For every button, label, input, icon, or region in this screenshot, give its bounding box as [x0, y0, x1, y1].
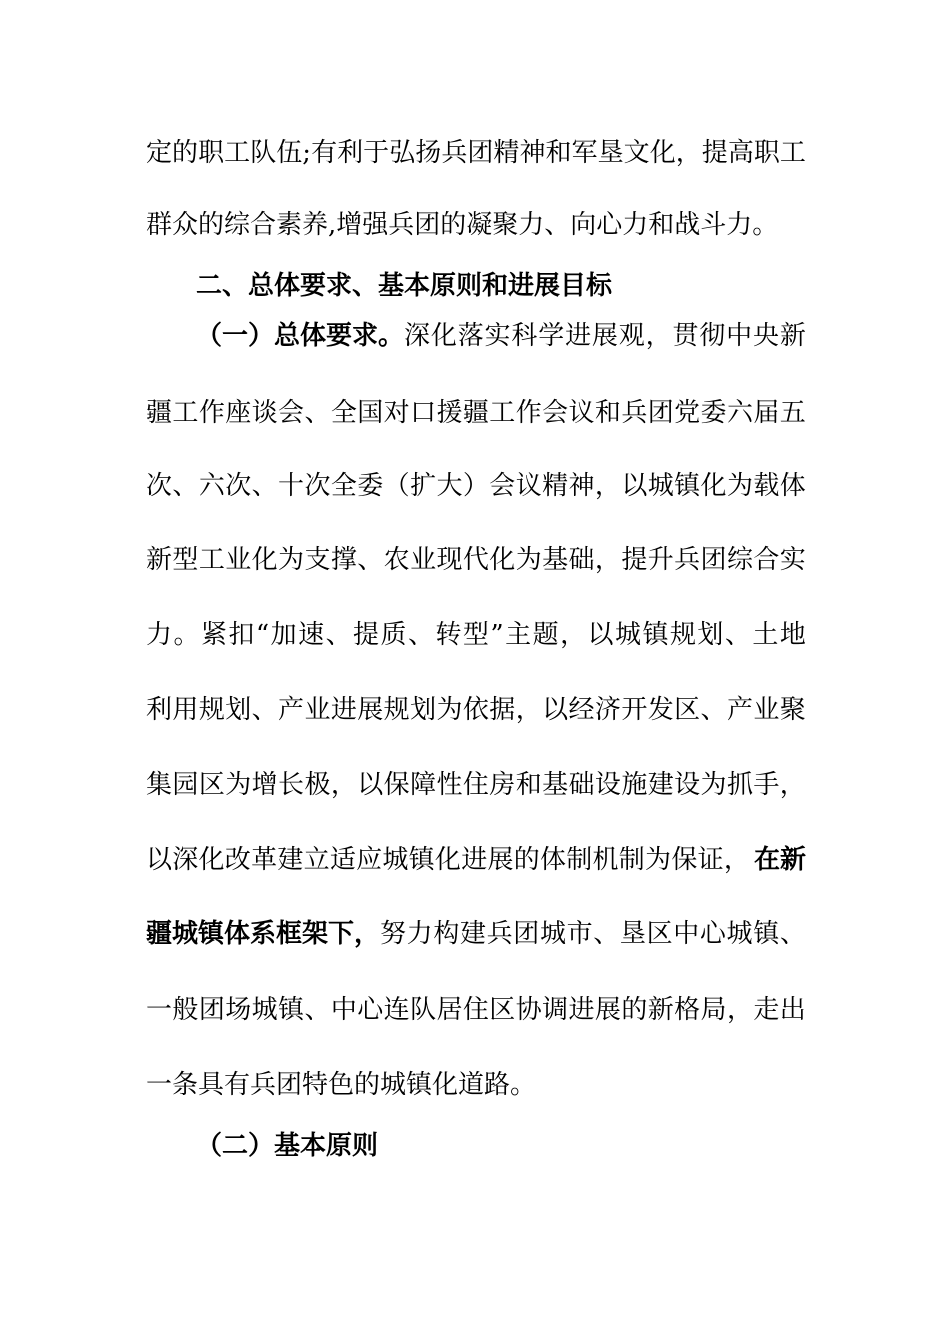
body-text-line: 一 般 团 场 城 镇 、 中 心 连 队 居 住 区 协 调 进 展 的 新 格 局 ， 走 出 [146, 995, 806, 1025]
body-text-line: 新 型 工 业 化 为 支 撑 、 农 业 现 代 化 为 基 础 ， 提 升 兵 团 综 合 实 [146, 545, 806, 575]
body-text-line: 集 园 区 为 增 长 极 ， 以 保 障 性 住 房 和 基 础 设 施 建 设 为 抓 手 ， [146, 770, 806, 800]
body-text-segment: 深 化 落 实 科 学 进 展 观 ， 贯 彻 中 央 新 [404, 321, 806, 351]
subsection-heading: （二）基本原则 [196, 1131, 379, 1161]
body-text-line: 群众的综合素养,增强兵团的凝聚力、向心力和战斗力。 [146, 210, 779, 240]
section-heading: 二、总体要求、基本原则和进展目标 [196, 271, 613, 301]
subsection-title: （一）总体要求。 [196, 321, 405, 351]
body-text-line [146, 840, 806, 880]
body-text-line: 定 的 职 工 队 伍 ; 有 利 于 弘 扬 兵 团 精 神 和 军 垦 文 化 ， 提 高 职 工 [146, 138, 806, 168]
body-text-line: 疆 工 作 座 谈 会 、 全 国 对 口 援 疆 工 作 会 议 和 兵 团 党 委 六 届 五 [146, 398, 806, 428]
body-text-segment: 以 深 化 改 革 建 立 适 应 城 镇 化 进 展 的 体 制 机 制 为 保 证 ， [146, 845, 750, 875]
emphasis-text: 在新 [753, 845, 806, 875]
body-text-line: 力 。 紧 扣 “ 加 速 、 提 质 、 转 型 ” 主 题 ， 以 城 镇 规 划 、 土 地 [146, 620, 806, 650]
emphasis-text: 疆城镇体系框架下， [146, 919, 381, 949]
body-text-line [196, 316, 806, 356]
body-text-line: 次 、 六 次 、 十 次 全 委 （ 扩 大 ） 会 议 精 神 ， 以 城 镇 化 为 载 体 [146, 471, 806, 501]
body-text-segment: 努 力 构 建 兵 团 城 市 、 垦 区 中 心 城 镇 、 [380, 919, 806, 949]
body-text-line: 利 用 规 划 、 产 业 进 展 规 划 为 依 据 ， 以 经 济 开 发 区 、 产 业 聚 [146, 695, 806, 725]
body-text-line: 一条具有兵团特色的城镇化道路。 [146, 1070, 537, 1100]
body-text-line [146, 914, 806, 954]
